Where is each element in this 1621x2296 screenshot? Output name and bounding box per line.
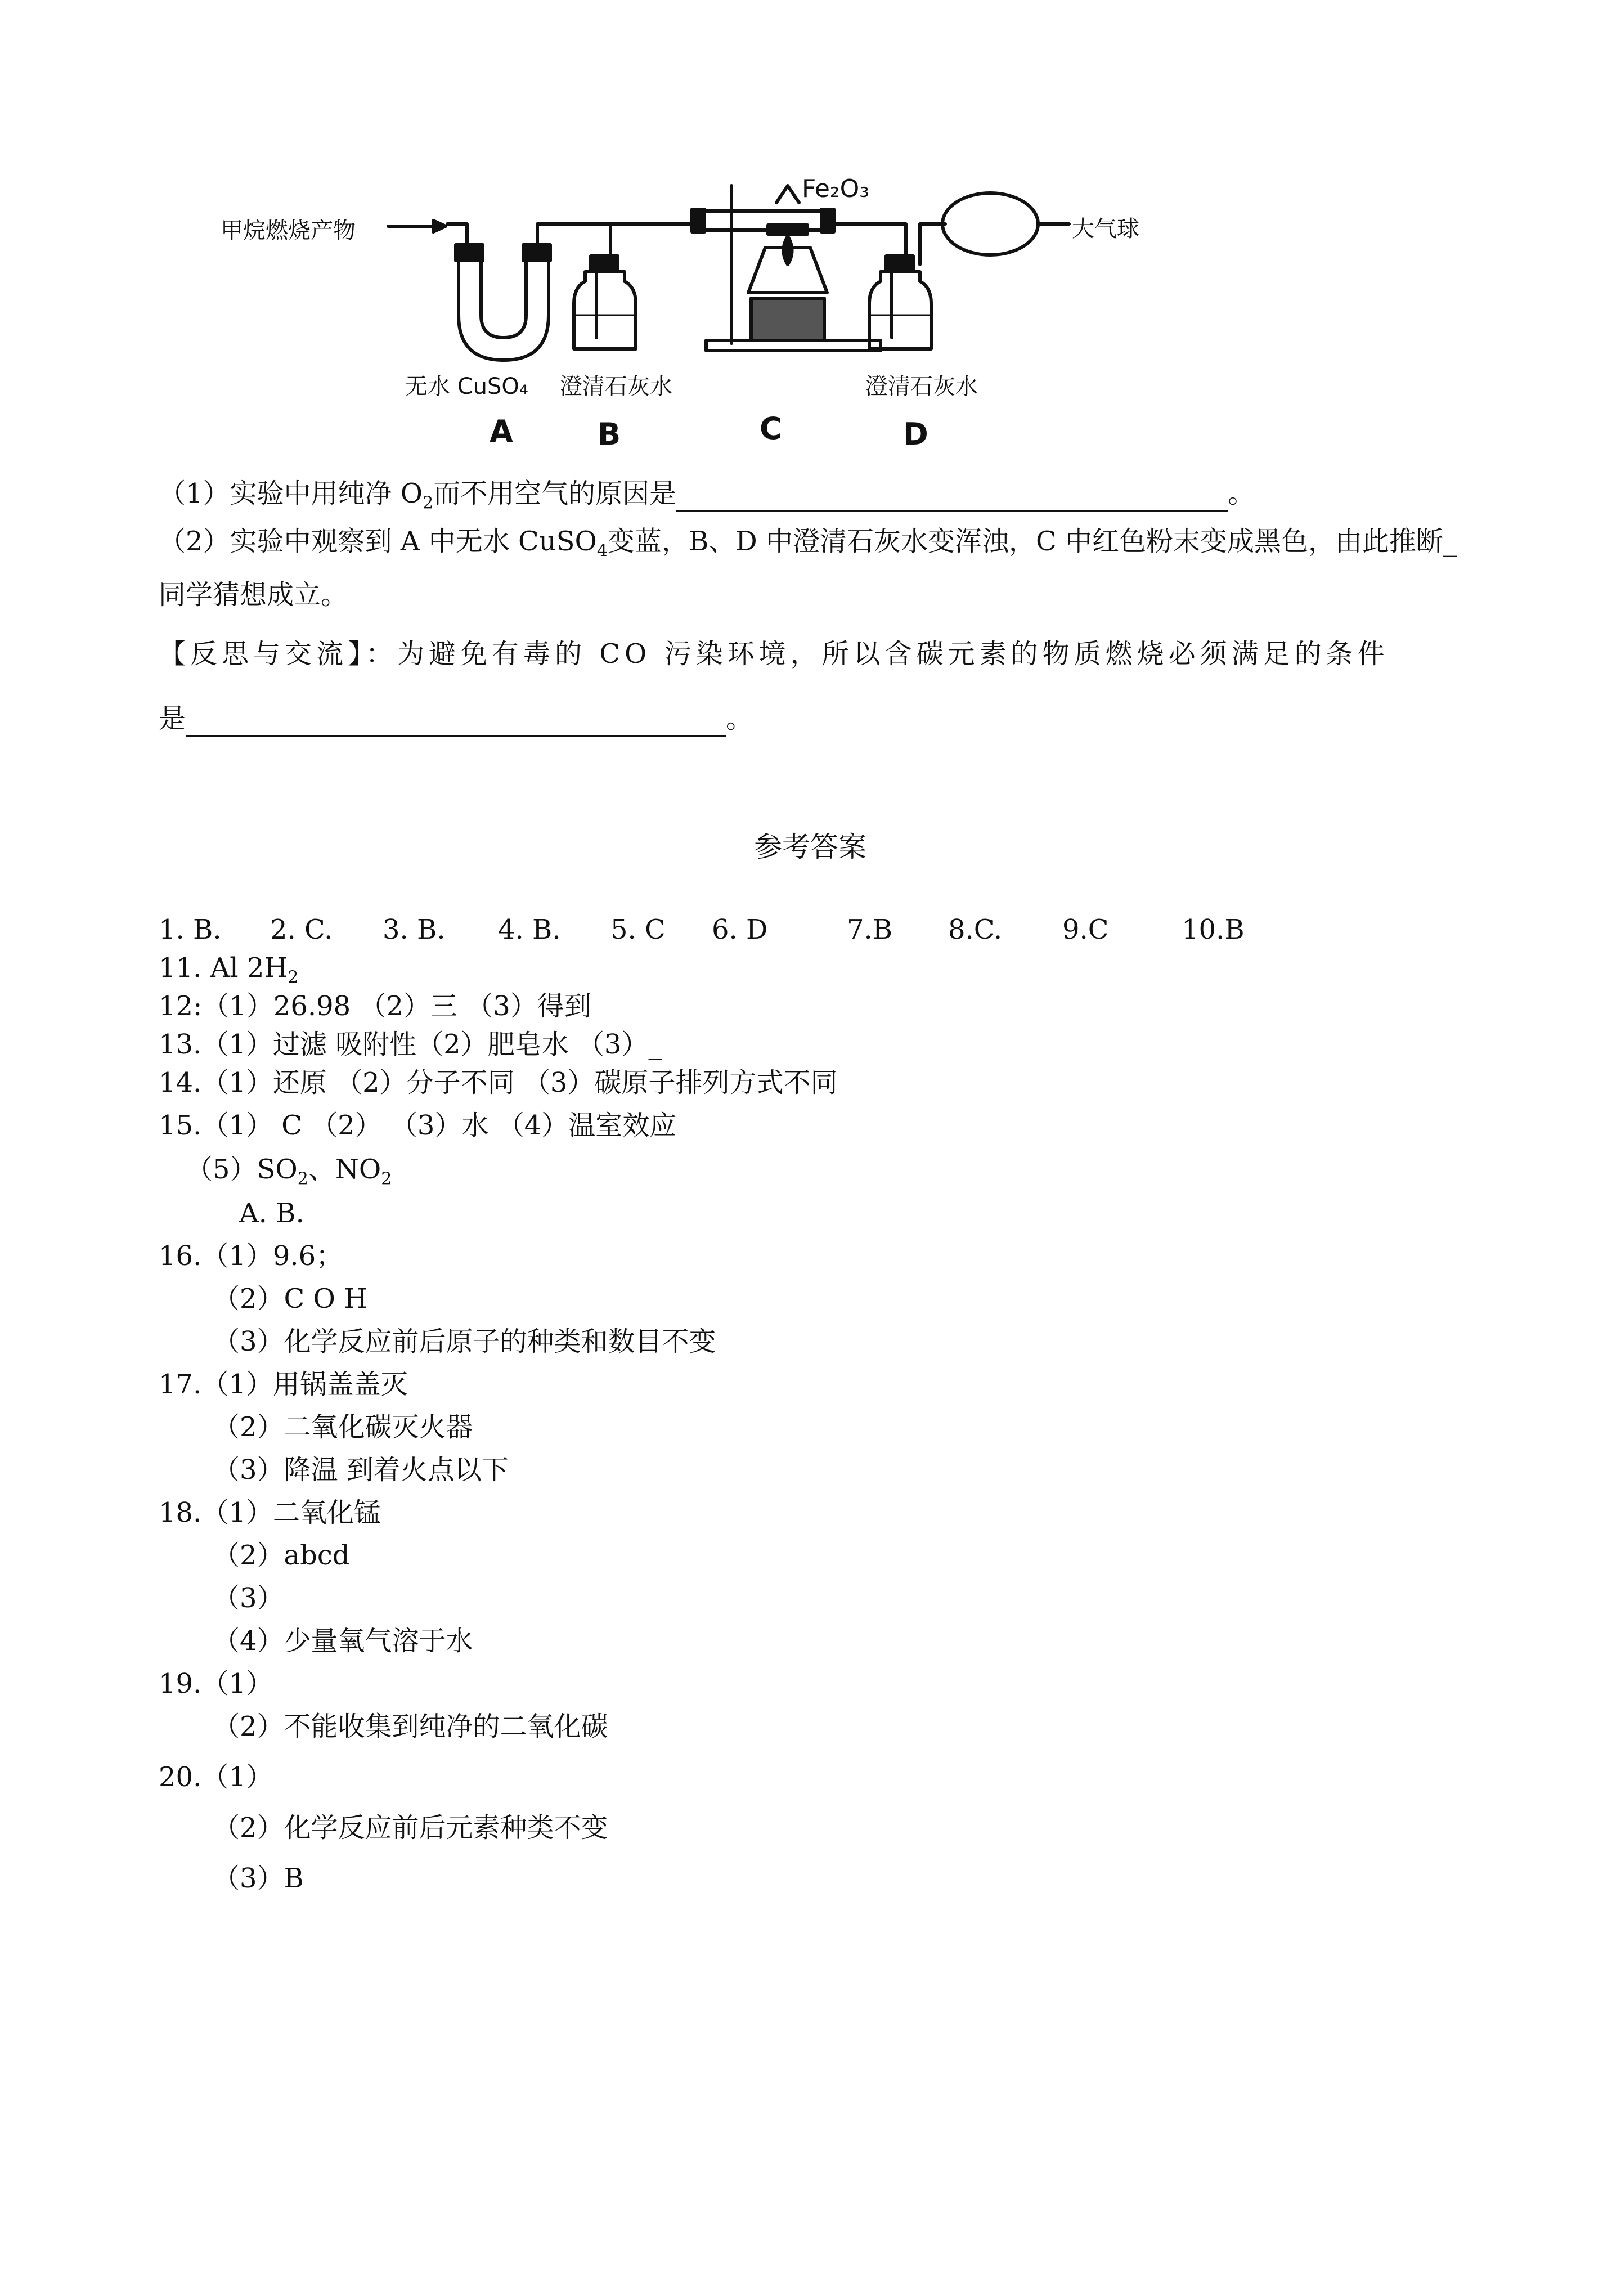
reflection-line1: 【反思与交流】：为避免有毒的 CO 污染环境，所以含碳元素的物质燃烧必须满足的条件 <box>159 638 1389 670</box>
letter-b: B <box>598 416 621 452</box>
answer-blank-2[interactable] <box>186 706 726 737</box>
question-2-line2: 同学猜想成立。 <box>159 579 348 611</box>
fe2o3-powder-icon <box>768 225 807 234</box>
answer-item: 10.B <box>1182 914 1245 945</box>
answer-18-1: 18.（1）二氧化锰 <box>159 1497 381 1528</box>
label-a: 无水 CuSO₄ <box>405 374 528 400</box>
answer-15-5: $(5)SO_2$、$NO_2$ <box>186 1154 392 1189</box>
answer-item: 7.B <box>847 914 893 945</box>
answer-item: 6. D <box>712 914 768 945</box>
fe2o3-label: Fe₂O₃ <box>802 174 869 203</box>
letter-a: A <box>490 414 513 449</box>
input-label: 甲烷燃烧产物 <box>221 218 356 244</box>
label-d: 澄清石灰水 <box>865 374 978 400</box>
answer-19-2: （2）不能收集到纯净的二氧化碳 <box>213 1711 608 1742</box>
answer-12: 12:（1）26.98 （2）三 （3）得到 <box>159 990 591 1022</box>
answer-item: 8.C. <box>948 914 1003 945</box>
answer-18-2: （2）abcd <box>213 1540 350 1571</box>
answer-item: 1. B. <box>159 914 222 945</box>
answer-16-3: （3）化学反应前后原子的种类和数目不变 <box>213 1326 716 1357</box>
bottle-b-icon <box>574 272 636 349</box>
answer-item: 9.C <box>1062 914 1109 945</box>
balloon-label: 大气球 <box>1072 216 1139 242</box>
answer-item: 3. B. <box>383 914 446 945</box>
answer-item: 4. B. <box>498 914 561 945</box>
reflection-line2: 是 。 <box>159 701 753 737</box>
answer-19-1: 19.（1） <box>159 1668 273 1699</box>
answer-18-4: （4）少量氧气溶于水 <box>213 1625 473 1657</box>
answer-20-3: （3）B <box>213 1863 304 1894</box>
answer-15: 15.（1） C （2） （3）水 （4）温室效应 <box>159 1110 677 1141</box>
answer-17-1: 17.（1）用锅盖盖灭 <box>159 1369 408 1400</box>
answer-13: 13.（1）过滤 吸附性（2）肥皂水 （3）_ <box>159 1029 662 1060</box>
question-2: （2）实验中观察到 A 中无水 CuSO$_4$变蓝，B、D 中澄清石灰水变浑浊，C 中红色粉末变成黑色，由此推断_ <box>159 526 1457 561</box>
answer-17-3: （3）降温 到着火点以下 <box>213 1454 509 1486</box>
u-tube-icon <box>459 248 549 360</box>
answer-16-1: 16.（1）9.6； <box>159 1240 343 1272</box>
answer-item: 5. C <box>610 914 666 945</box>
letter-c: C <box>760 411 782 446</box>
answer-18-3: （3） <box>213 1582 284 1614</box>
answer-item: 2. C. <box>270 914 333 945</box>
bottle-d-icon <box>869 272 931 349</box>
answer-20-2: （2）化学反应前后元素种类不变 <box>213 1812 608 1844</box>
answers-title: 参考答案 <box>754 831 866 863</box>
answer-17-2: （2）二氧化碳灭火器 <box>213 1411 473 1443</box>
balloon-icon <box>942 193 1038 255</box>
answer-14: 14.（1）还原 （2）分子不同 （3）碳原子排列方式不同 <box>159 1067 838 1098</box>
question-1: （1）实验中用纯净 $O_2$而不用空气的原因是 。 <box>159 478 1255 513</box>
answer-20-1: 20.（1） <box>159 1761 273 1793</box>
label-b: 澄清石灰水 <box>560 374 672 400</box>
answer-11: 11. Al $2H_2$ <box>159 952 299 988</box>
answer-15-ab: A. B. <box>239 1198 304 1229</box>
answer-blank-1[interactable] <box>676 481 1228 512</box>
answer-16-2: （2）C O H <box>213 1283 367 1315</box>
letter-d: D <box>903 416 928 452</box>
